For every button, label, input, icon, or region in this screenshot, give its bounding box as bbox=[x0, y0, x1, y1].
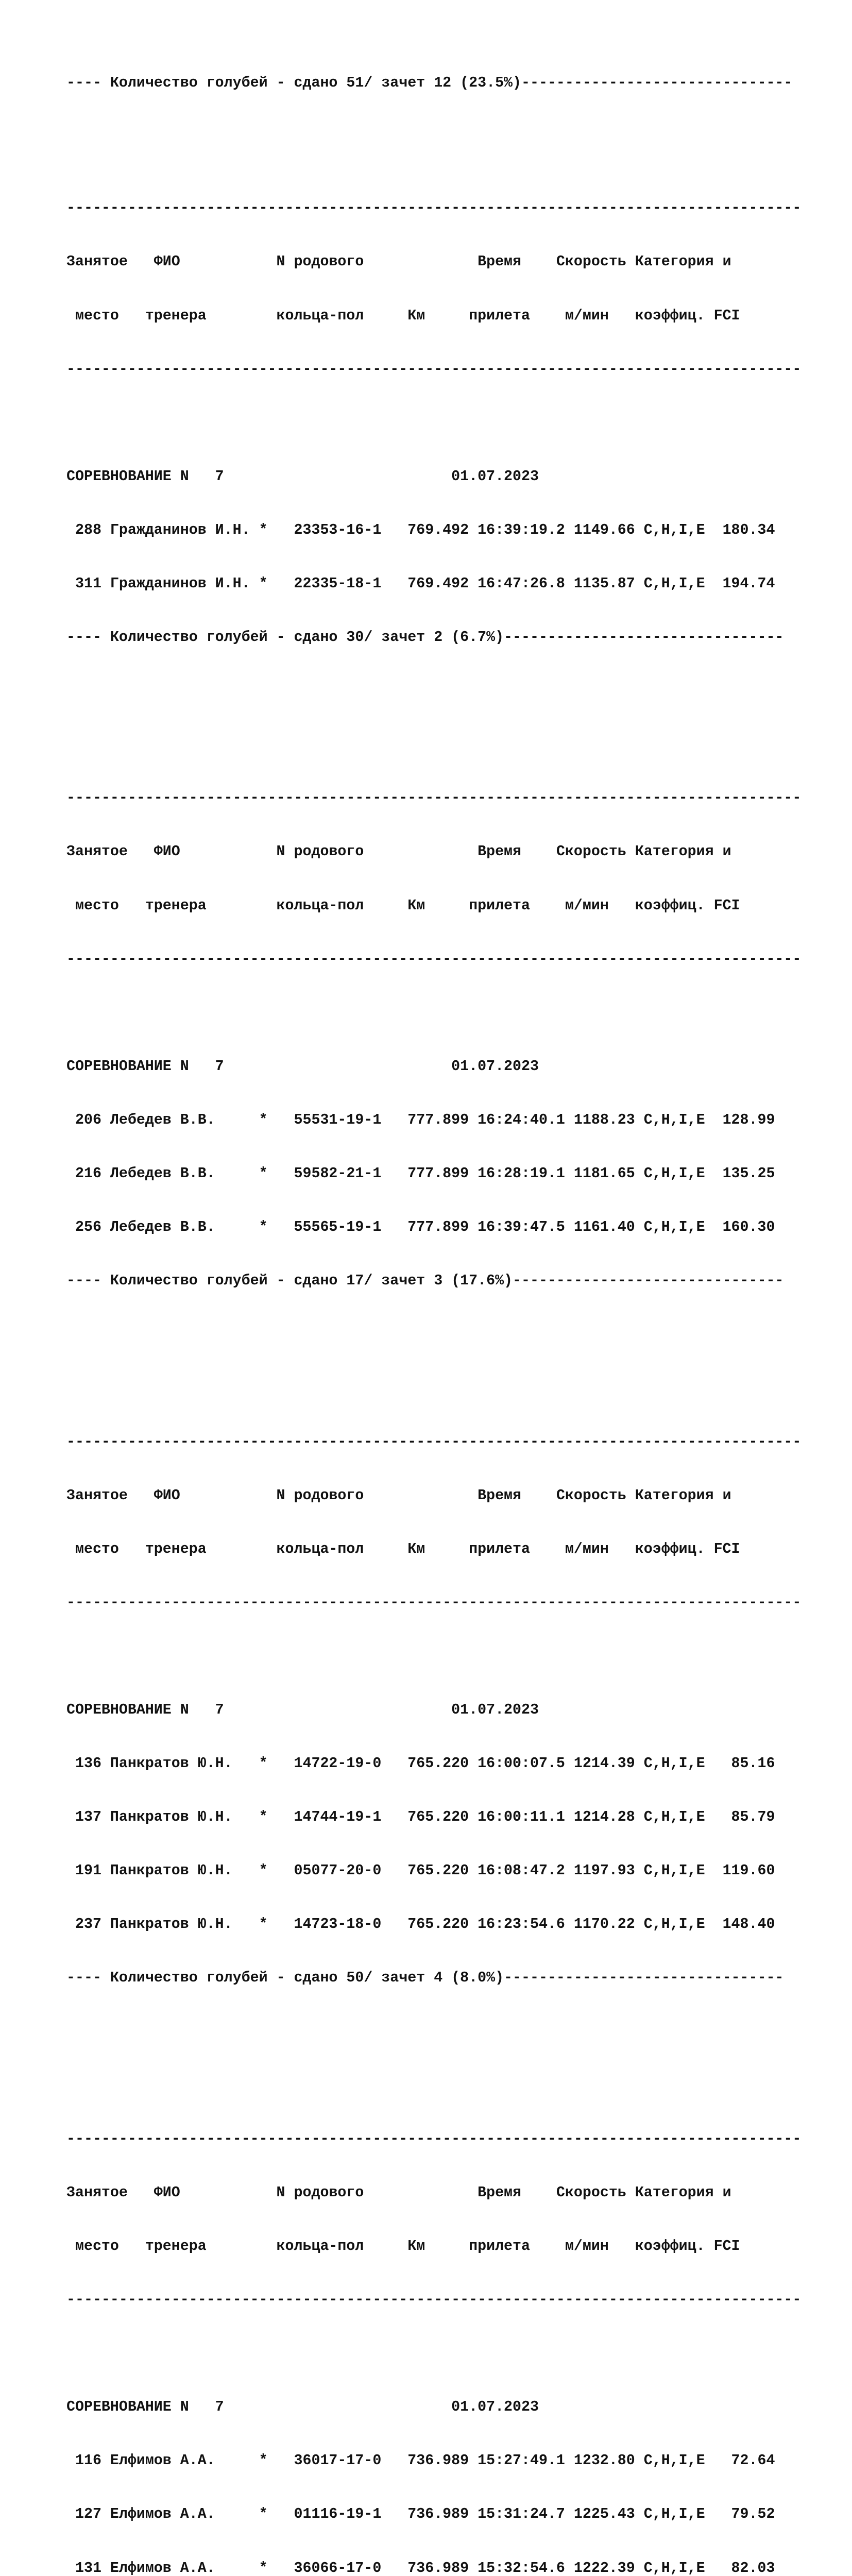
column-header-line-1: Занятое ФИО N родового Время Скорость Категория и bbox=[66, 2184, 731, 2201]
result-row: 288 Гражданинов И.Н. * 23353-16-1 769.492 16:39:19.2 1149.66 C,H,I,E 180.34 bbox=[66, 521, 775, 538]
column-header-line-2: место тренера кольца-пол Км прилета м/мин коэффиц. FCI bbox=[66, 1540, 740, 1557]
separator-line: ------------------------------------------------------------------------------------ bbox=[66, 951, 802, 968]
results-section bbox=[66, 1397, 801, 2023]
competition-line: СОРЕВНОВАНИЕ N 7 01.07.2023 bbox=[66, 468, 539, 485]
separator-line: ------------------------------------------------------------------------------------ bbox=[66, 2130, 802, 2147]
column-header-line-2: место тренера кольца-пол Км прилета м/мин коэффиц. FCI bbox=[66, 897, 740, 914]
result-row: 216 Лебедев В.В. * 59582-21-1 777.899 16:28:19.1 1181.65 C,H,I,E 135.25 bbox=[66, 1165, 775, 1182]
result-row: 206 Лебедев В.В. * 55531-19-1 777.899 16:24:40.1 1188.23 C,H,I,E 128.99 bbox=[66, 1111, 775, 1128]
summary-line: ---- Количество голубей - сдано 17/ зачет 3 (17.6%)------------------------------- bbox=[66, 1273, 784, 1290]
result-row: 131 Елфимов А.А. * 36066-17-0 736.989 15:32:54.6 1222.39 C,H,I,E 82.03 bbox=[66, 2560, 775, 2576]
summary-line: ---- Количество голубей - сдано 30/ зачет 2 (6.7%)-------------------------------- bbox=[66, 629, 784, 646]
result-row: 191 Панкратов Ю.Н. * 05077-20-0 765.220 16:08:47.2 1197.93 C,H,I,E 119.60 bbox=[66, 1862, 775, 1879]
competition-line: СОРЕВНОВАНИЕ N 7 01.07.2023 bbox=[66, 1058, 539, 1075]
separator-line: ------------------------------------------------------------------------------------ bbox=[66, 361, 802, 378]
separator-line: ------------------------------------------------------------------------------------ bbox=[66, 200, 802, 217]
result-row: 256 Лебедев В.В. * 55565-19-1 777.899 16:39:47.5 1161.40 C,H,I,E 160.30 bbox=[66, 1219, 775, 1236]
result-row: 116 Елфимов А.А. * 36017-17-0 736.989 15:27:49.1 1232.80 C,H,I,E 72.64 bbox=[66, 2452, 775, 2469]
results-document bbox=[66, 39, 801, 2576]
results-section bbox=[66, 754, 801, 1326]
column-header-line-2: место тренера кольца-пол Км прилета м/мин коэффиц. FCI bbox=[66, 2238, 740, 2255]
summary-line: ---- Количество голубей - сдано 51/ зачет 12 (23.5%)------------------------------- bbox=[66, 75, 793, 92]
result-row: 237 Панкратов Ю.Н. * 14723-18-0 765.220 16:23:54.6 1170.22 C,H,I,E 148.40 bbox=[66, 1916, 775, 1933]
result-row: 137 Панкратов Ю.Н. * 14744-19-1 765.220 16:00:11.1 1214.28 C,H,I,E 85.79 bbox=[66, 1809, 775, 1826]
summary-line: ---- Количество голубей - сдано 50/ зачет 4 (8.0%)-------------------------------- bbox=[66, 1970, 784, 1987]
competition-line: СОРЕВНОВАНИЕ N 7 01.07.2023 bbox=[66, 1702, 539, 1718]
result-row: 136 Панкратов Ю.Н. * 14722-19-0 765.220 16:00:07.5 1214.39 C,H,I,E 85.16 bbox=[66, 1755, 775, 1772]
result-row: 311 Гражданинов И.Н. * 22335-18-1 769.492 16:47:26.8 1135.87 C,H,I,E 194.74 bbox=[66, 575, 775, 592]
column-header-line-1: Занятое ФИО N родового Время Скорость Категория и bbox=[66, 253, 731, 270]
result-row: 127 Елфимов А.А. * 01116-19-1 736.989 15:31:24.7 1225.43 C,H,I,E 79.52 bbox=[66, 2506, 775, 2523]
results-section bbox=[66, 2094, 801, 2576]
separator-line: ------------------------------------------------------------------------------------ bbox=[66, 2292, 802, 2309]
column-header-line-1: Занятое ФИО N родового Время Скорость Категория и bbox=[66, 1487, 731, 1504]
competition-line: СОРЕВНОВАНИЕ N 7 01.07.2023 bbox=[66, 2399, 539, 2416]
separator-line: ------------------------------------------------------------------------------------ bbox=[66, 1594, 802, 1611]
separator-line: ------------------------------------------------------------------------------------ bbox=[66, 1433, 802, 1450]
separator-line: ------------------------------------------------------------------------------------ bbox=[66, 790, 802, 807]
column-header-line-1: Занятое ФИО N родового Время Скорость Категория и bbox=[66, 843, 731, 860]
column-header-line-2: место тренера кольца-пол Км прилета м/мин коэффиц. FCI bbox=[66, 307, 740, 324]
results-section bbox=[66, 164, 801, 682]
